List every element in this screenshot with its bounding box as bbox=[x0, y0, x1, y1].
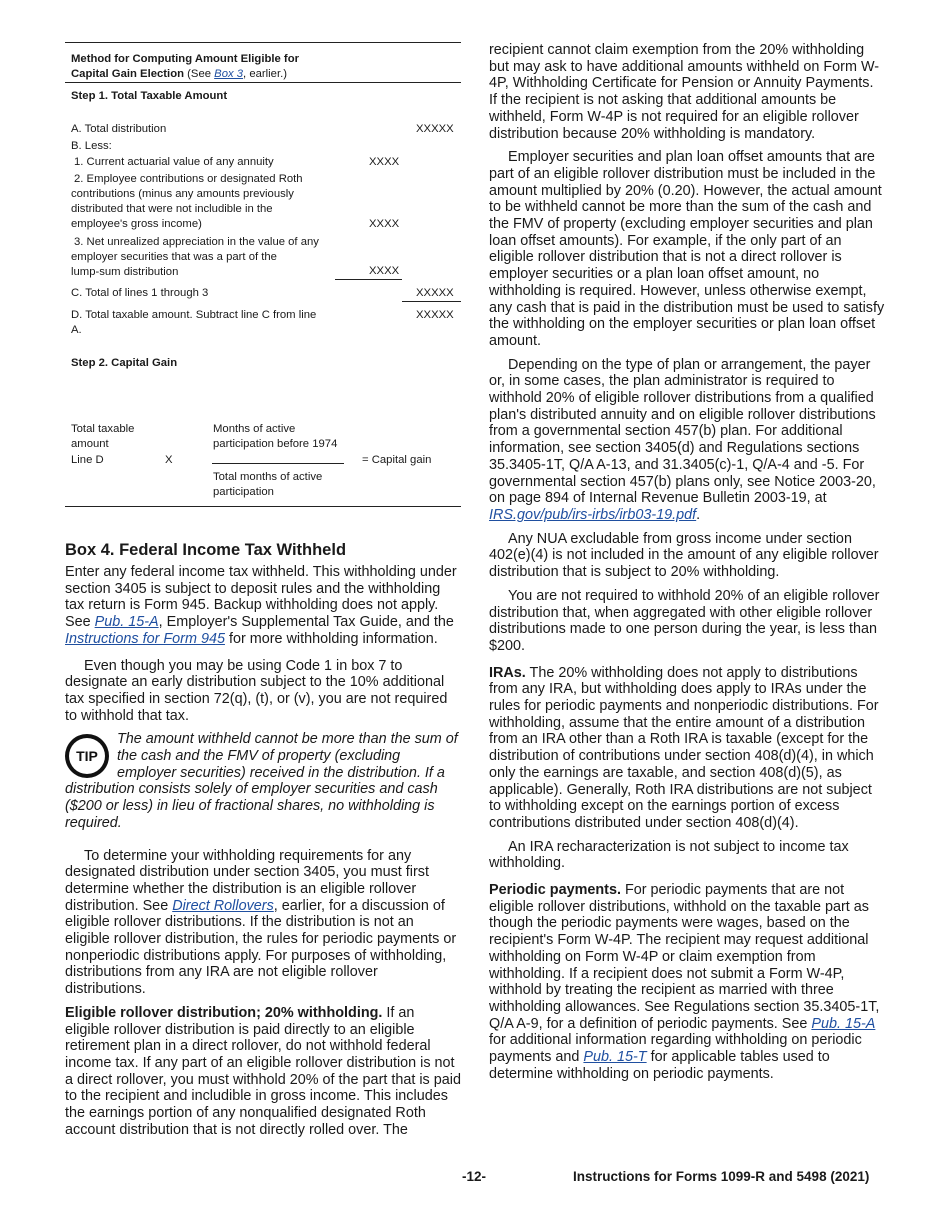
line-a-value: XXXXX bbox=[416, 123, 454, 135]
right-paragraph-6: An IRA recharacterization is not subject to income tax withholding. bbox=[489, 838, 849, 872]
tip-text: The amount withheld cannot be more than the sum of the cash and the FMV of property (excluding employer securities) received in the distribution. If a distribution consists solely of employer securities and cash ($200 or less) in lieu of fractional shares, no withholding is required. bbox=[65, 731, 458, 831]
box4-paragraph-1: Enter any federal income tax withheld. This withholding under section 3405 is subject to deposit rules and the withholding tax return is Form 945. Backup withholding does not apply. See Pub. 15-A, Employer's Supplemental Tax Guide, and the Instructions for Form 945 for more withholding information. bbox=[65, 564, 457, 647]
line-a-label: A. Total distribution bbox=[71, 123, 167, 135]
box4-paragraph-2: Even though you may be using Code 1 in box 7 to designate an early distribution subject to the 10% additional tax specified in section 72(q), (t), or (v), you are not required to withhold that tax. bbox=[65, 657, 448, 724]
worksheet-title-line1: Method for Computing Amount Eligible for bbox=[71, 53, 299, 65]
total-rule bbox=[402, 301, 461, 302]
form-945-instructions-link[interactable]: Instructions for Form 945 bbox=[65, 630, 225, 647]
iras-paragraph: IRAs. The 20% withholding does not apply to distributions from any IRA, but withholding does apply to IRAs under the rules for periodic payments and nonperiodic distributions. For withholding, assume that the entire amount of a distribution from an IRA other than a Roth IRA is taxable (except for the distribution of contributions under section 408(d)(4), in which only the earnings are taxable, and section 408(d)(5), as applicable). Generally, Roth IRA distributions are not subject to withholding except on the earnings portion of excess contributions distributed under section 408(d)(4). bbox=[489, 664, 879, 831]
line-2-label-1: 2. Employee contributions or designated Roth bbox=[74, 173, 303, 185]
pub-15t-link[interactable]: Pub. 15-T bbox=[583, 1049, 647, 1066]
line-3-label-1: 3. Net unrealized appreciation in the value of any bbox=[74, 236, 319, 248]
tip-icon: TIP bbox=[65, 734, 111, 780]
formula-result: = Capital gain bbox=[362, 454, 432, 466]
footer-title: Instructions for Forms 1099-R and 5498 (2021) bbox=[573, 1169, 870, 1184]
formula-numerator-2: participation before 1974 bbox=[213, 438, 338, 450]
formula-line-d: Line D bbox=[71, 454, 104, 466]
fraction-bar bbox=[212, 463, 344, 464]
line-b-label: B. Less: bbox=[71, 140, 112, 152]
line-2-label-3: distributed that were not includible in the bbox=[71, 203, 273, 215]
line-2-label-4: employee's gross income) bbox=[71, 218, 202, 230]
formula-numerator-1: Months of active bbox=[213, 423, 296, 435]
periodic-payments-heading: Periodic payments. bbox=[489, 882, 621, 899]
left-column bbox=[65, 42, 461, 1146]
formula-times: X bbox=[165, 454, 173, 466]
periodic-payments-paragraph: Periodic payments. For periodic payments that are not eligible rollover distributions, withhold on the taxable part as though the periodic payments were wages, based on the recipient's Form W-4P. The recipient may request additional withholding on Form W-4P or claim exemption from withholding. If a recipient does not submit a Form W-4P, withhold by treating the recipient as married with three withholding allowances. See Regulations section 35.3405-1T, Q/A A-9, for a definition of periodic payments. See Pub. 15-A for additional information regarding withholding on periodic payments and Pub. 15-T for applicable tables used to determine withholding on periodic payments. bbox=[489, 882, 880, 1082]
right-paragraph-5: You are not required to withhold 20% of an eligible rollover distribution that, when aggregated with other eligible rollover distributions made to one person during the year, is less than $200. bbox=[489, 587, 880, 654]
right-column bbox=[489, 42, 885, 1089]
line-d-label-1: D. Total taxable amount. Subtract line C from line bbox=[71, 309, 317, 321]
right-paragraph-3: Depending on the type of plan or arrangement, the payer or, in some cases, the plan administrator is required to withhold 20% of eligible rollover distributions from a qualified plan's distributed annuity and on eligible rollover distributions from a governmental section 457(b) plan. For additional information, see section 3405(d) and Regulations sections 35.3405-1T, Q/A A-13, and 31.3405(c)-1, Q/A-4 and -5. For governmental section 457(b) plans only, see Notice 2003-20, on page 894 of Internal Revenue Bulletin 2003-19, at IRS.gov/pub/irs-irbs/irb03-19.pdf. bbox=[489, 356, 876, 523]
irb-link[interactable]: IRS.gov/pub/irs-irbs/irb03-19.pdf bbox=[489, 506, 697, 523]
tip-box bbox=[65, 731, 461, 831]
subtotal-rule bbox=[335, 279, 402, 280]
step1-heading: Step 1. Total Taxable Amount bbox=[71, 90, 228, 102]
eligible-rollover-paragraph: Eligible rollover distribution; 20% withholding. If an eligible rollover distribution is paid directly to an eligible retirement plan in a direct rollover, do not withhold federal income tax. If any part of an eligible rollover distribution is not a direct rollover, you must withhold 20% of the part that is paid to the recipient and includible in gross income. This includes the earnings portion of any nonqualified designated Roth account distribution that is not directly rolled over. The bbox=[65, 1004, 461, 1138]
formula-total-2: amount bbox=[71, 438, 109, 450]
box3-link[interactable]: Box 3 bbox=[214, 68, 244, 80]
pub-15a-link[interactable]: Pub. 15-A bbox=[94, 614, 159, 631]
line-2-label-2: contributions (minus any amounts previously bbox=[71, 188, 294, 200]
direct-rollovers-link[interactable]: Direct Rollovers bbox=[172, 897, 274, 914]
right-paragraph-1: recipient cannot claim exemption from the 20% withholding but may ask to have additional amounts withheld on Form W-4P, Withholding Certificate for Pension or Annuity Payments. If the recipient is not asking that additional amounts be withheld, Form W-4P is not required for an eligible rollover distribution because 20% withholding is mandatory. bbox=[489, 42, 880, 142]
line-2-value: XXXX bbox=[369, 218, 400, 230]
formula-denominator-2: participation bbox=[213, 486, 274, 498]
formula-denominator-1: Total months of active bbox=[213, 471, 323, 483]
pub-15a-link-2[interactable]: Pub. 15-A bbox=[811, 1015, 876, 1032]
line-3-label-2: employer securities that was a part of the bbox=[71, 251, 277, 263]
box4-paragraph-3: To determine your withholding requirements for any designated distribution under section 3405, you must first determine whether the distribution is an eligible rollover distribution. See Direct Rollovers, earlier, for a discussion of eligible rollover distributions. If the distribution is not an eligible rollover distribution, the rules for periodic payments or nonperiodic distributions apply. For purposes of withholding, distributions from any IRA are not eligible rollover distributions. bbox=[65, 847, 457, 998]
line-d-value: XXXXX bbox=[416, 309, 454, 321]
divider bbox=[65, 82, 461, 83]
line-1-value: XXXX bbox=[369, 156, 400, 168]
line-c-label: C. Total of lines 1 through 3 bbox=[71, 287, 209, 299]
formula-total-1: Total taxable bbox=[71, 423, 135, 435]
worksheet-title-line2: Capital Gain Election (See Box 3, earlier.) bbox=[71, 68, 287, 80]
line-1-label: 1. Current actuarial value of any annuity bbox=[74, 156, 274, 168]
page-number: -12- bbox=[462, 1169, 487, 1184]
iras-heading: IRAs. bbox=[489, 664, 526, 681]
box4-heading: Box 4. Federal Income Tax Withheld bbox=[65, 541, 347, 559]
eligible-rollover-heading: Eligible rollover distribution; 20% withholding. bbox=[65, 1004, 383, 1021]
line-c-value: XXXXX bbox=[416, 287, 454, 299]
line-3-value: XXXX bbox=[369, 265, 400, 277]
line-3-label-3: lump-sum distribution bbox=[71, 266, 179, 278]
step2-heading: Step 2. Capital Gain bbox=[71, 357, 178, 369]
right-paragraph-2: Employer securities and plan loan offset amounts that are part of an eligible rollover distribution must be included in the amount multiplied by 20% (0.20). However, the actual amount to be withheld cannot be more than the sum of the cash and the FMV of property (excluding employer securities and plan loan offset amounts). For example, if the only part of an eligible rollover distribution that is not a direct rollover is employer securities or a plan loan offset amount, no withholding is required. However, unless otherwise exempt, any cash that is paid in the distribution must be used to satisfy the withholding on the employer securities or plan loan offset amount. bbox=[489, 149, 885, 349]
capital-gain-worksheet bbox=[65, 42, 461, 507]
line-d-label-2: A. bbox=[71, 324, 82, 336]
right-paragraph-4: Any NUA excludable from gross income under section 402(e)(4) is not included in the amount of any eligible rollover distribution that is subject to 20% withholding. bbox=[489, 530, 879, 581]
